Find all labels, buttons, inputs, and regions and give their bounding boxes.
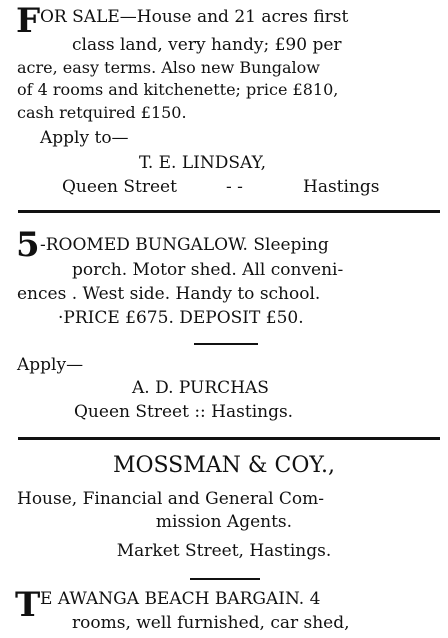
ad4-line-2: rooms, well furnished, car shed, bbox=[72, 613, 350, 633]
heavy-divider-1 bbox=[18, 210, 440, 213]
ad1-line-4: of 4 rooms and kitchenette; price £810, bbox=[17, 80, 339, 99]
ad1-line-3: acre, easy terms. Also new Bungalow bbox=[17, 58, 320, 77]
ad1-line-2: class land, very handy; £90 per bbox=[72, 35, 342, 55]
ad2-line-3: ences . West side. Handy to school. bbox=[17, 284, 321, 304]
ad2-line-4: ·PRICE £675. DEPOSIT £50. bbox=[58, 308, 304, 328]
ad1-apply: Apply to— bbox=[40, 128, 129, 148]
drop-cap-t: T bbox=[15, 585, 41, 625]
ad3-line-2: mission Agents. bbox=[155, 512, 293, 532]
ad3-line-1: House, Financial and General Com- bbox=[17, 489, 325, 509]
ad4-line-1: E AWANGA BEACH BARGAIN. 4 bbox=[40, 589, 321, 609]
ad3-address: Market Street, Hastings. bbox=[116, 541, 332, 561]
ad3-firm-name: MOSSMAN & COY., bbox=[112, 453, 336, 478]
heavy-divider-2 bbox=[18, 437, 440, 440]
ad2-apply: Apply— bbox=[17, 355, 84, 375]
ad2-agent-name: A. D. PURCHAS bbox=[132, 378, 269, 398]
short-divider-2 bbox=[190, 578, 260, 580]
ad2-line-2: porch. Motor shed. All conveni- bbox=[72, 260, 344, 280]
ad2-line-1: -ROOMED BUNGALOW. Sleeping bbox=[40, 235, 329, 255]
ad1-line-5: cash retquired £150. bbox=[17, 103, 187, 122]
drop-cap-5: 5 bbox=[16, 225, 40, 265]
ad1-address-town: Hastings bbox=[303, 177, 380, 197]
short-divider-1 bbox=[194, 343, 258, 345]
drop-cap-f: F bbox=[16, 1, 41, 41]
ad1-agent-name: T. E. LINDSAY, bbox=[139, 153, 267, 173]
ad1-address-separator: - - bbox=[226, 177, 243, 197]
ad1-line-1: OR SALE—House and 21 acres first bbox=[40, 7, 349, 27]
ad1-address-street: Queen Street bbox=[62, 177, 177, 197]
ad2-address: Queen Street :: Hastings. bbox=[74, 402, 294, 422]
